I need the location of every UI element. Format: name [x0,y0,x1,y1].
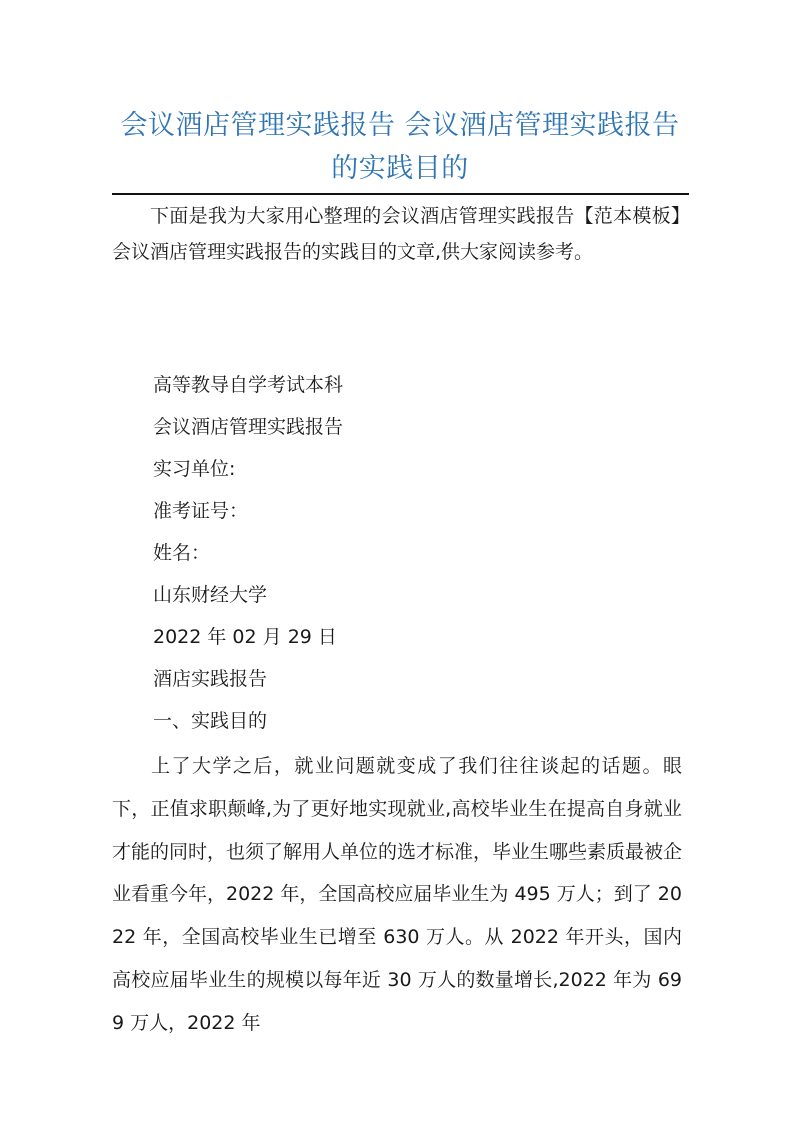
report-title: 会议酒店管理实践报告 [153,416,344,438]
intro-paragraph: 下面是我为大家用心整理的会议酒店管理实践报告【范本模板】 会议酒店管理实践报告的实践目的文章,供大家阅读参考。 [112,205,690,263]
university-name: 山东财经大学 [153,584,268,606]
exam-line: 高等教导自学考试本科 [153,374,344,396]
document-title: 会议酒店管理实践报告 会议酒店管理实践报告的实践目的 [120,110,680,184]
body-paragraph: 上了大学之后，就业问题就变成了我们往往谈起的话题。眼下，正值求职颠峰,为了更好地实现就业,高校毕业生在提高自身就业才能的同时，也须了解用人单位的选才标准，毕业生哪些素质最被企业看重今年，2022 年，全国高校应届毕业生为 495 万人；到了 2022 年，全国高校毕业生已增至 630 万人。从 2022 年开头，国内高校应届毕业生的规模以每年近 30 万人的数量增长,2022 年为 699 万人，2022 年 [112,755,683,1034]
heading-practice-purpose: 一、实践目的 [153,710,268,732]
exam-number-field: 准考证号： [153,500,249,522]
internship-unit-field: 实习单位: [153,458,236,480]
report-date: 2022 年 02 月 29 日 [153,626,337,648]
section-title: 酒店实践报告 [153,668,268,690]
title-divider [112,193,689,195]
name-field: 姓名： [153,542,211,564]
